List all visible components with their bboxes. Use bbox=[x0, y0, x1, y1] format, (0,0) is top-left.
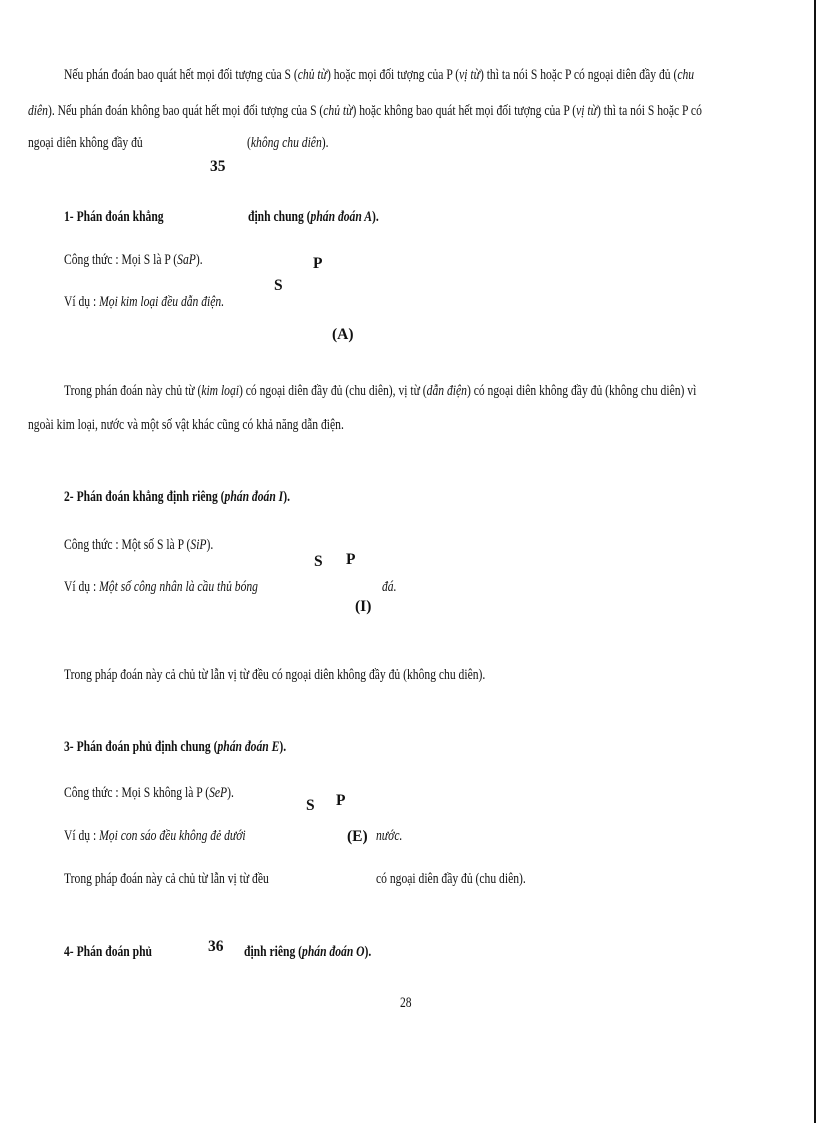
section-1-heading: 1- Phán đoán khẳng bbox=[64, 209, 164, 225]
diagram-tag-e: (E) bbox=[347, 828, 368, 845]
section-2-example-tail: đá. bbox=[382, 579, 397, 595]
diagram-tag-i: (I) bbox=[355, 598, 372, 615]
section-2-formula: Công thức : Một số S là P (SiP). bbox=[64, 537, 214, 553]
diagram-label-p: P bbox=[336, 792, 346, 809]
intro-line-1: Nếu phán đoán bao quát hết mọi đối tượng của S (chủ từ) hoặc mọi đối tượng của P (vị từ) thì ta nói S hoặc P có ngoại diên đầy đủ (chu bbox=[64, 67, 695, 83]
diagram-label-p: P bbox=[313, 255, 323, 272]
section-4-heading: 4- Phán đoán phủ bbox=[64, 944, 153, 960]
section-1-heading-tail: định chung (phán đoán A). bbox=[248, 209, 379, 225]
figure-number-35: 35 bbox=[210, 158, 226, 175]
section-3-formula: Công thức : Mọi S không là P (SeP). bbox=[64, 785, 234, 801]
section-3-example-tail: nước. bbox=[376, 828, 403, 844]
intro-line-3-tail: (không chu diên). bbox=[247, 135, 329, 151]
section-4-heading-tail: định riêng (phán đoán O). bbox=[244, 944, 372, 960]
diagram-tag-a: (A) bbox=[332, 326, 354, 343]
intro-line-2: diên). Nếu phán đoán không bao quát hết mọi đối tượng của S (chủ từ) hoặc không bao quát hết mọi đối tượng của P (vị từ) thì ta nói S hoặc P có bbox=[28, 103, 702, 119]
section-3-heading: 3- Phán đoán phủ định chung (phán đoán E). bbox=[64, 739, 287, 755]
page-number: 28 bbox=[400, 995, 412, 1011]
section-3-explain: Trong pháp đoán này cả chủ từ lẫn vị từ đều bbox=[64, 871, 269, 887]
section-1-explain-2: ngoài kim loại, nước và một số vật khác cũng có khả năng dẫn điện. bbox=[28, 417, 344, 433]
section-2-explain: Trong pháp đoán này cả chủ từ lẫn vị từ đều có ngoại diên không đầy đủ (không chu diên). bbox=[64, 667, 486, 683]
section-2-heading: 2- Phán đoán khẳng định riêng (phán đoán I). bbox=[64, 489, 290, 505]
diagram-label-s: S bbox=[306, 797, 315, 814]
intro-line-3: ngoại diên không đầy đủ bbox=[28, 135, 143, 151]
section-2-example: Ví dụ : Một số công nhân là cầu thủ bóng bbox=[64, 579, 258, 595]
diagram-label-p: P bbox=[346, 551, 356, 568]
diagram-label-s: S bbox=[274, 277, 283, 294]
section-3-example: Ví dụ : Mọi con sáo đều không đẻ dưới bbox=[64, 828, 246, 844]
section-1-formula: Công thức : Mọi S là P (SaP). bbox=[64, 252, 203, 268]
section-1-example: Ví dụ : Mọi kim loại đều dẫn điện. bbox=[64, 294, 225, 310]
diagram-label-s: S bbox=[314, 553, 323, 570]
section-3-explain-tail: có ngoại diên đầy đủ (chu diên). bbox=[376, 871, 526, 887]
section-1-explain-1: Trong phán đoán này chủ từ (kim loại) có ngoại diên đầy đủ (chu diên), vị từ (dẫn điện) có ngoại diên không đầy đủ (không chu diên) vì bbox=[64, 383, 697, 399]
figure-number-36: 36 bbox=[208, 938, 224, 955]
